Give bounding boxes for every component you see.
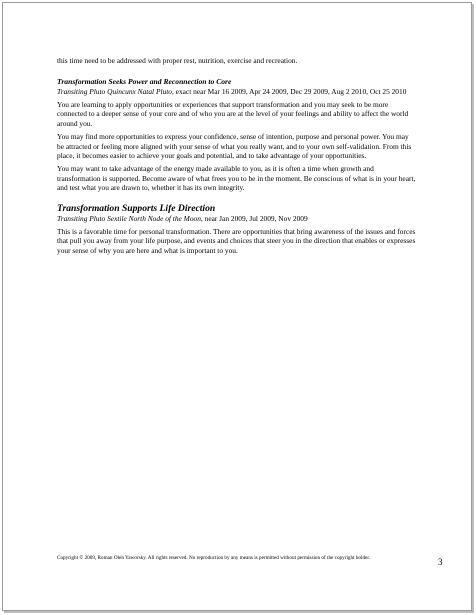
copyright-footer: Copyright © 2009, Roman Oleh Yaworsky. All rights reserved. No reproduction by any means is permitted without permission of the copyright holder. xyxy=(57,555,371,561)
page-number: 3 xyxy=(438,557,443,567)
section-subtitle xyxy=(57,87,417,96)
aspect-dates: , near Jan 2009, Jul 2009, Nov 2009 xyxy=(200,213,308,223)
document-body xyxy=(57,56,417,259)
section-title: Transformation Seeks Power and Reconnection to Core xyxy=(57,77,232,87)
section-subtitle xyxy=(57,214,417,223)
section-paragraph: You may find more opportunities to express your confidence, sense of intention, purpose and personal power. You may be attracted or feeling more aligned with your sense of what you really want, and to your own self-validation. From this place, it becomes easier to achieve your goals and potential, and to take advantage of your opportunities. xyxy=(57,132,412,161)
lead-paragraph: this time need to be addressed with proper rest, nutrition, exercise and recreation. xyxy=(57,56,298,65)
section-paragraph: This is a favorable time for personal transformation. There are opportunities that bring awareness of the issues and forces that pull you away from your life purpose, and events and choices that steer you in the direction that enables or expresses your sense of why you are here and what is important to you. xyxy=(57,227,416,255)
section-pluto-sextile-node xyxy=(57,203,417,256)
aspect-label: Transiting Pluto Quincunx Natal Pluto xyxy=(57,86,172,96)
aspect-label: Transiting Pluto Sextile North Node of the Moon xyxy=(57,213,201,223)
section-paragraph: You may want to take advantage of the energy made available to you, as it is often a time when growth and transformation is supported. Become aware of what frees you to be in the moment. Be conscious of what is in your heart, and test what you are drawn to, whether it has its own integrity. xyxy=(57,164,416,193)
section-paragraph: You are learning to apply opportunities or experiences that support transformation and you may seek to be more connected to a deeper sense of your core and of who you are at the level of your feelings and ability to affect the world around you. xyxy=(57,100,409,128)
section-pluto-quincunx xyxy=(57,77,417,192)
aspect-dates: , exact near Mar 16 2009, Apr 24 2009, Dec 29 2009, Aug 2 2010, Oct 25 2010 xyxy=(171,86,407,96)
section-title: Transformation Supports Life Direction xyxy=(57,202,216,214)
